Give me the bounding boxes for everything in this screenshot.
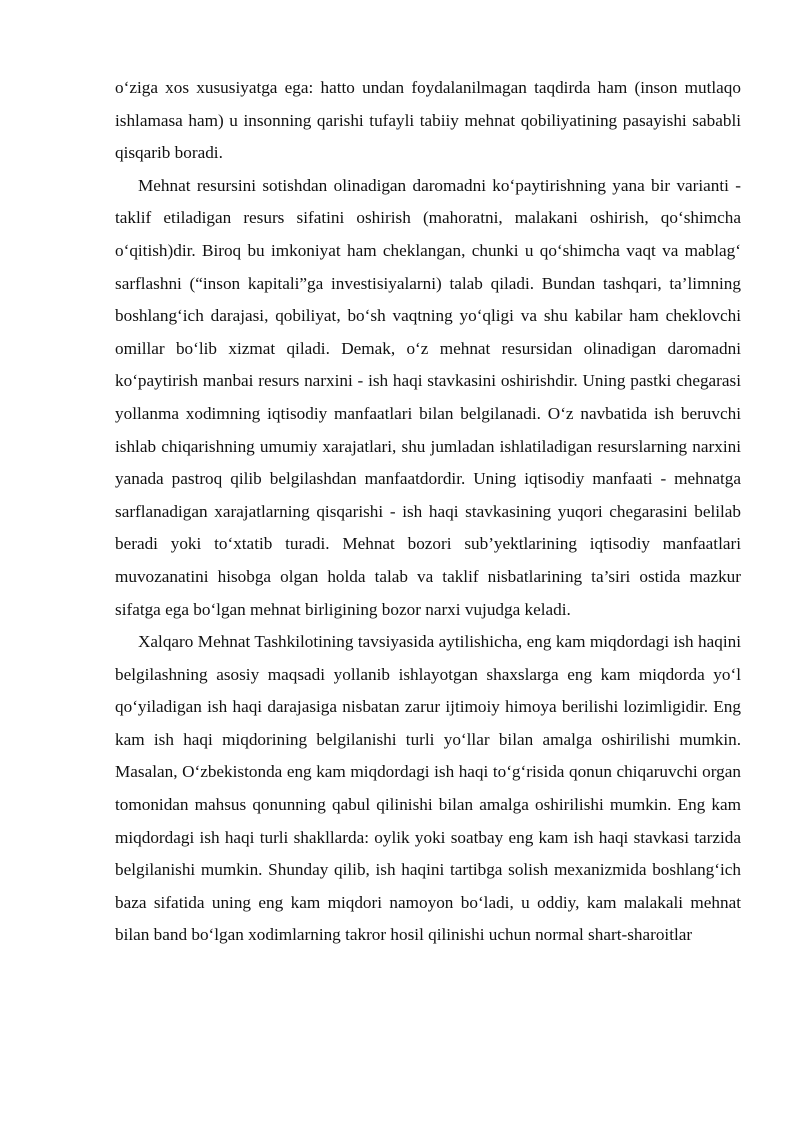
document-page bbox=[115, 72, 741, 952]
paragraph-2: Mehnat resursini sotishdan olinadigan daromadni ko‘paytirishning yana bir varianti - taklif etiladigan resurs sifatini oshirish (mahoratni, malakani oshirish, qo‘shimcha o‘qitish)dir. Biroq bu imkoniyat ham cheklangan, chunki u qo‘shimcha vaqt va mablag‘ sarflashni (“inson kapitali”ga investisiyalarni) talab qiladi. Bundan tashqari, ta’limning boshlang‘ich darajasi, qobiliyat, bo‘sh vaqtning yo‘qligi va shu kabilar ham cheklovchi omillar bo‘lib xizmat qiladi. Demak, o‘z mehnat resursidan olinadigan daromadni ko‘paytirish manbai resurs narxini - ish haqi stavkasini oshirishdir. Uning pastki chegarasi yollanma xodimning iqtisodiy manfaatlari bilan belgilanadi. O‘z navbatida ish beruvchi ishlab chiqarishning umumiy xarajatlari, shu jumladan ishlatiladigan resurslarning narxini yanada pastroq qilib belgilashdan manfaatdordir. Uning iqtisodiy manfaati - mehnatga sarflanadigan xarajatlarning qisqarishi - ish haqi stavkasining yuqori chegarasini belilab beradi yoki to‘xtatib turadi. Mehnat bozori sub’yektlarining iqtisodiy manfaatlari muvozanatini hisobga olgan holda talab va taklif nisbatlarining ta’siri ostida mazkur sifatga ega bo‘lgan mehnat birligining bozor narxi vujudga keladi. bbox=[115, 175, 741, 619]
paragraph-1: o‘ziga xos xususiyatga ega: hatto undan foydalanilmagan taqdirda ham (inson mutlaqo ishlamasa ham) u insonning qarishi tufayli tabiiy mehnat qobiliyatining pasayishi sababli qisqarib boradi. bbox=[115, 78, 741, 163]
paragraph-3: Xalqaro Mehnat Tashkilotining tavsiyasida aytilishicha, eng kam miqdordagi ish haqini belgilashning asosiy maqsadi yollanib ishlayotgan shaxslarga eng kam miqdorda yo‘l qo‘yiladigan ish haqi darajasiga nisbatan zarur ijtimoiy himoya berilishi lozimligidir. Eng kam ish haqi miqdorining belgilanishi turli yo‘llar bilan amalga oshirilishi mumkin. Masalan, O‘zbekistonda eng kam miqdordagi ish haqi to‘g‘risida qonun chiqaruvchi organ tomonidan mahsus qonunning qabul qilinishi bilan amalga oshirilishi mumkin. Eng kam miqdordagi ish haqi turli shakllarda: oylik yoki soatbay eng kam ish haqi stavkasi tarzida belgilanishi mumkin. Shunday qilib, ish haqini tartibga solish mexanizmida boshlang‘ich baza sifatida uning eng kam miqdori namoyon bo‘ladi, u oddiy, kam malakali mehnat bilan band bo‘lgan xodimlarning takror hosil qilinishi uchun normal shart-sharoitlar bbox=[115, 632, 741, 945]
